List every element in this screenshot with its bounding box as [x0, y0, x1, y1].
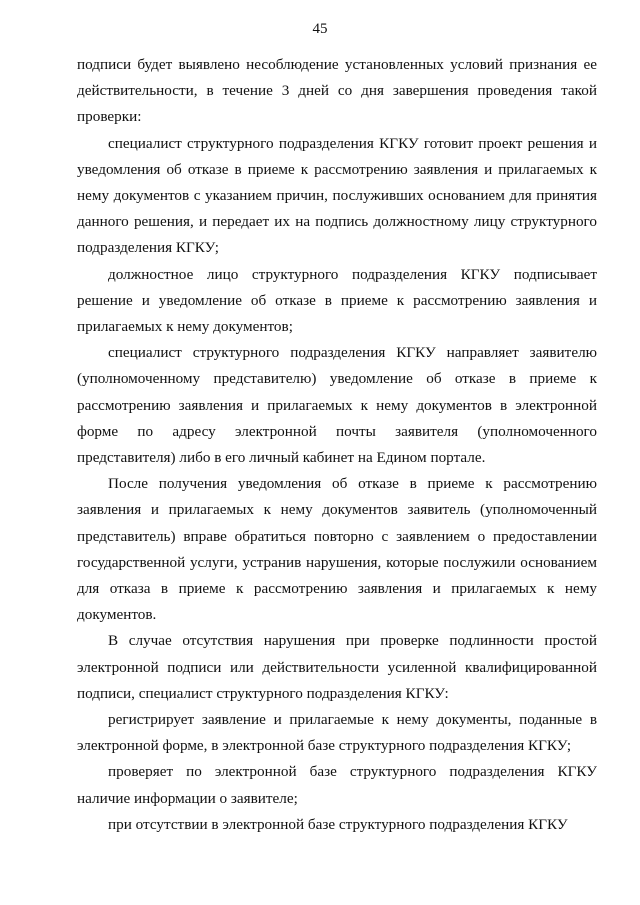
paragraph-2: специалист структурного подразделения КГКУ готовит проект решения и уведомления об отказе в приеме к рассмотрению заявления и прилагаемых к нему документов с указанием причин, послуживших основанием для принятия данного решения, и передает их на подпись должностному лицу структурного подразделения КГКУ; [77, 134, 597, 257]
paragraph-4: специалист структурного подразделения КГКУ направляет заявителю (уполномоченному представителю) уведомление об отказе в приеме к рассмотрению заявления и прилагаемых к нему документов в электронной форме по адресу электронной почты заявителя (уполномоченного представителя) либо в его личный кабинет на Едином портале. [77, 344, 597, 467]
page-number: 45 [312, 21, 328, 37]
paragraph-5: После получения уведомления об отказе в приеме к рассмотрению заявления и прилагаемых к нему документов заявитель (уполномоченный представитель) вправе обратиться повторно с заявлением о предоставлении государственной услуги, устранив нарушения, которые послужили основанием для отказа в приеме к рассмотрению заявления и прилагаемых к нему документов. [77, 475, 597, 624]
paragraph-3: должностное лицо структурного подразделения КГКУ подписывает решение и уведомление об отказе в приеме к рассмотрению заявления и прилагаемых к нему документов; [77, 265, 597, 336]
paragraph-9: при отсутствии в электронной базе структурного подразделения КГКУ [108, 815, 568, 833]
paragraph-1: подписи будет выявлено несоблюдение установленных условий признания ее действительности, в течение 3 дней со дня завершения проведения такой проверки: [77, 56, 597, 126]
document-body [77, 52, 597, 838]
paragraph-6: В случае отсутствия нарушения при проверке подлинности простой электронной подписи или действительности усиленной квалифицированной подписи, специалист структурного подразделения КГКУ: [77, 632, 597, 702]
paragraph-7: регистрирует заявление и прилагаемые к нему документы, поданные в электронной форме, в электронной базе структурного подразделения КГКУ; [77, 711, 597, 755]
paragraph-8: проверяет по электронной базе структурного подразделения КГКУ наличие информации о заявителе; [77, 763, 597, 807]
